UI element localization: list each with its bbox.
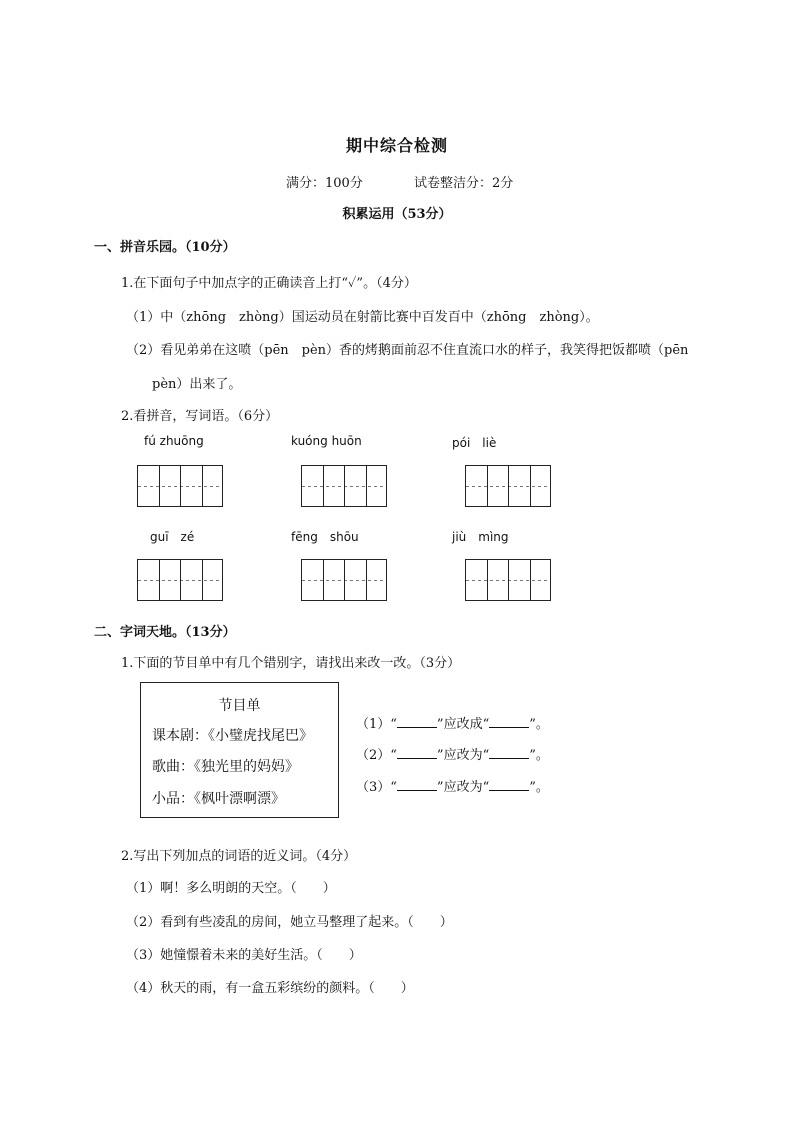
writing-grid[interactable] xyxy=(465,559,551,601)
writing-grid[interactable] xyxy=(137,465,223,507)
section-heading-1: 一、拼音乐园。（10分） xyxy=(94,240,236,255)
correction-answer-row: （1）“ ”应改成“ ”。 xyxy=(356,717,549,732)
correction-answer-row: （2）“ ”应改为“ ”。 xyxy=(356,748,549,763)
program-item: 歌曲：《独光里的妈妈》 xyxy=(152,759,299,775)
pinyin-label: fú zhuōng xyxy=(144,434,204,448)
question-item: （2）看见弟弟在这喷（pēn pèn）香的烤鹅面前忍不住直流口水的样子，我笑得把饭都喷（pēn xyxy=(126,343,689,358)
question-prompt: 1.在下面句子中加点字的正确读音上打“✓”。（4分） xyxy=(121,276,417,291)
neatness-score: 试卷整洁分：2分 xyxy=(414,176,514,191)
full-score: 满分：100分 xyxy=(286,176,363,191)
pinyin-label: fēng shōu xyxy=(291,530,359,544)
synonym-item: （4）秋天的雨，有一盒五彩缤纷的颜料。（ ） xyxy=(126,981,414,996)
part-title: 积累运用（53分） xyxy=(342,207,452,222)
synonym-item: （3）她憧憬着未来的美好生活。（ ） xyxy=(126,948,362,963)
writing-grid[interactable] xyxy=(137,559,223,601)
question-prompt: 2.写出下列加点的词语的近义词。（4分） xyxy=(121,849,357,864)
section-heading-2: 二、字词天地。（13分） xyxy=(94,625,236,640)
writing-grid[interactable] xyxy=(301,465,387,507)
program-item: 小品：《枫叶漂啊漂》 xyxy=(152,791,285,807)
answer-blank[interactable] xyxy=(489,778,529,791)
pinyin-label: jiù mìng xyxy=(452,530,509,544)
question-item: （1）中（zhōng zhòng）国运动员在射箭比赛中百发百中（zhōng zhòng）。 xyxy=(126,310,599,325)
answer-blank[interactable] xyxy=(489,746,529,759)
pinyin-label: guī zé xyxy=(150,530,195,544)
synonym-item: （1）啊！多么明朗的天空。（ ） xyxy=(126,881,336,896)
answer-blank[interactable] xyxy=(397,778,437,791)
answer-blank[interactable] xyxy=(397,746,437,759)
synonym-item: （2）看到有些凌乱的房间，她立马整理了起来。（ ） xyxy=(126,915,453,930)
writing-grid[interactable] xyxy=(465,465,551,507)
program-list-title: 节目单 xyxy=(218,698,261,714)
correction-answer-row: （3）“ ”应改为“ ”。 xyxy=(356,780,549,795)
program-list-box xyxy=(140,682,339,818)
question-prompt: 1.下面的节目单中有几个错别字，请找出来改一改。（3分） xyxy=(121,656,461,671)
pinyin-label: kuóng huōn xyxy=(291,434,362,448)
writing-grid[interactable] xyxy=(301,559,387,601)
pinyin-label: pói liè xyxy=(452,436,497,450)
answer-blank[interactable] xyxy=(397,715,437,728)
question-item-continued: pèn）出来了。 xyxy=(152,377,242,392)
page-title: 期中综合检测 xyxy=(345,136,448,155)
program-item: 课本剧：《小璧虎找尾巴》 xyxy=(152,728,313,744)
question-prompt: 2.看拼音，写词语。（6分） xyxy=(121,409,279,424)
answer-blank[interactable] xyxy=(489,715,529,728)
